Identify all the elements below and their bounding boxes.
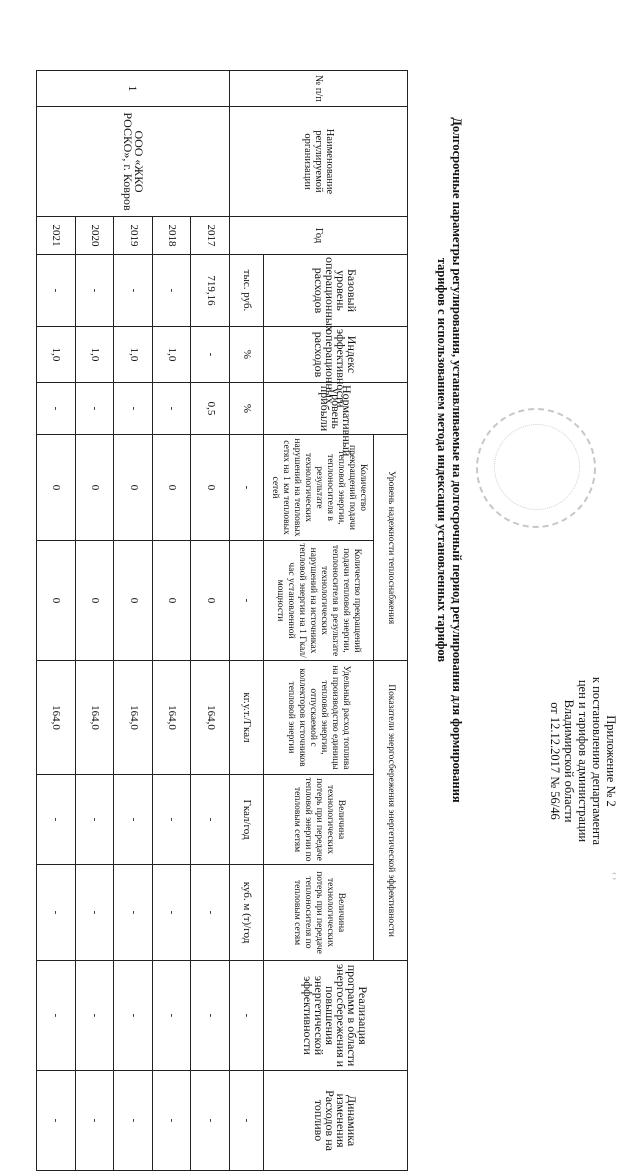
- cell-base-opex: -: [114, 255, 153, 327]
- header-num: № п/п: [230, 71, 408, 107]
- header-profit: Нормативный уровень прибыли: [264, 383, 408, 435]
- cell-year: 2019: [114, 217, 153, 255]
- appendix-line: Приложение № 2: [604, 715, 618, 807]
- table-row: [114, 71, 153, 1171]
- cell-efficiency-index: 1,0: [152, 327, 191, 383]
- cell-rel-sources: 0: [114, 541, 153, 661]
- cell-efficiency-index: 1,0: [114, 327, 153, 383]
- official-stamp: [476, 408, 596, 528]
- cell-rel-sources: 0: [75, 541, 114, 661]
- cell-carrier-loss: -: [191, 865, 230, 961]
- table-row: [75, 71, 114, 1171]
- unit-programs: -: [230, 961, 264, 1071]
- header-year: Год: [230, 217, 408, 255]
- cell-efficiency-index: 1,0: [37, 327, 76, 383]
- cell-profit: -: [75, 383, 114, 435]
- unit-fuel-dynamics: -: [230, 1071, 264, 1171]
- table-row: [37, 71, 76, 1171]
- cell-rel-network: 0: [37, 435, 76, 541]
- cell-rel-sources: 0: [152, 541, 191, 661]
- cell-rel-sources: 0: [191, 541, 230, 661]
- scan-mark: ‹ ›: [610, 872, 620, 881]
- cell-efficiency-index: -: [191, 327, 230, 383]
- unit-rel-sources: -: [230, 541, 264, 661]
- unit-fuel-rate: кг.у.т./Гкал: [230, 661, 264, 775]
- cell-rel-sources: 0: [37, 541, 76, 661]
- appendix-line: цен и тарифов администрации: [576, 679, 590, 843]
- cell-programs: -: [152, 961, 191, 1071]
- cell-fuel-rate: 164,0: [37, 661, 76, 775]
- document-title: [434, 100, 464, 820]
- unit-efficiency-index: %: [230, 327, 264, 383]
- appendix-line: Владимирской области: [562, 699, 576, 823]
- table-row: [152, 71, 191, 1171]
- cell-year: 2017: [191, 217, 230, 255]
- cell-base-opex: 719,16: [191, 255, 230, 327]
- table-row: [191, 71, 230, 1171]
- appendix-line: к постановлению департамента: [590, 676, 604, 846]
- cell-profit: 0,5: [191, 383, 230, 435]
- header-org: Наименование регулируемой организации: [230, 107, 408, 217]
- cell-rel-network: 0: [75, 435, 114, 541]
- appendix-header: [548, 646, 618, 876]
- cell-carrier-loss: -: [152, 865, 191, 961]
- cell-base-opex: -: [37, 255, 76, 327]
- cell-fuel-rate: 164,0: [75, 661, 114, 775]
- cell-year: 2018: [152, 217, 191, 255]
- header-programs: Реализация программ в области энергосбережения и повышения энергетической эффективности: [264, 961, 408, 1071]
- org-name: ООО «ЖКО РОСКО», г. Ковров: [37, 107, 230, 217]
- cell-heat-loss: -: [37, 775, 76, 865]
- cell-heat-loss: -: [114, 775, 153, 865]
- cell-carrier-loss: -: [75, 865, 114, 961]
- cell-heat-loss: -: [75, 775, 114, 865]
- cell-heat-loss: -: [191, 775, 230, 865]
- cell-fuel-dynamics: -: [114, 1071, 153, 1171]
- unit-base-opex: тыс. руб.: [230, 255, 264, 327]
- appendix-line: от 12.12.2017 № 56/46: [548, 702, 562, 820]
- title-line: тарифов с использованием метода индексации установленных тарифов: [435, 257, 449, 663]
- unit-profit: %: [230, 383, 264, 435]
- header-reliability: Уровень надежности теплоснабжения: [374, 435, 408, 661]
- cell-fuel-dynamics: -: [191, 1071, 230, 1171]
- header-fuel-rate: Удельный расход топлива на производство единицы тепловой энергии, отпускаемой с коллекторов источников тепловой энергии: [264, 661, 374, 775]
- cell-programs: -: [37, 961, 76, 1071]
- cell-efficiency-index: 1,0: [75, 327, 114, 383]
- header-rel-network: Количество прекращений подачи тепловой энергии, теплоносителя в результате технологических нарушений на тепловых сетях на 1 км тепловых сетей: [264, 435, 374, 541]
- cell-rel-network: 0: [114, 435, 153, 541]
- cell-fuel-dynamics: -: [37, 1071, 76, 1171]
- title-line: Долгосрочные параметры регулирования, устанавливаемые на долгосрочный период регулирования для формирования: [450, 117, 464, 803]
- cell-programs: -: [114, 961, 153, 1071]
- header-base-opex: Базовый уровень операционных расходов: [264, 255, 408, 327]
- cell-profit: -: [37, 383, 76, 435]
- org-number: 1: [37, 71, 230, 107]
- cell-profit: -: [152, 383, 191, 435]
- cell-base-opex: -: [75, 255, 114, 327]
- cell-year: 2021: [37, 217, 76, 255]
- cell-fuel-rate: 164,0: [191, 661, 230, 775]
- unit-rel-network: -: [230, 435, 264, 541]
- cell-rel-network: 0: [191, 435, 230, 541]
- cell-programs: -: [75, 961, 114, 1071]
- cell-programs: -: [191, 961, 230, 1071]
- header-energy-saving: Показатели энергосбережения энергетической эффективности: [374, 661, 408, 961]
- unit-heat-loss: Гкал/год: [230, 775, 264, 865]
- cell-fuel-dynamics: -: [75, 1071, 114, 1171]
- header-fuel-dynamics: Динамика изменения Расходов на топливо: [264, 1071, 408, 1171]
- cell-heat-loss: -: [152, 775, 191, 865]
- stamp-inner-ring: [494, 424, 580, 510]
- header-rel-sources: Количество прекращений подачи тепловой энергии, теплоносителя в результате технологических нарушений на источниках тепловой энергии на 1 Гкал/час установленной мощности: [264, 541, 374, 661]
- cell-carrier-loss: -: [114, 865, 153, 961]
- cell-fuel-dynamics: -: [152, 1071, 191, 1171]
- header-heat-loss: Величина технологических потерь при передаче тепловой энергии по тепловым сетям: [264, 775, 374, 865]
- parameters-table: [36, 70, 408, 1171]
- cell-fuel-rate: 164,0: [114, 661, 153, 775]
- cell-base-opex: -: [152, 255, 191, 327]
- cell-fuel-rate: 164,0: [152, 661, 191, 775]
- header-carrier-loss: Величина технологических потерь при передаче теплоносителя по тепловым сетям: [264, 865, 374, 961]
- header-efficiency-index: Индекс эффективности операционных расходов: [264, 327, 408, 383]
- cell-carrier-loss: -: [37, 865, 76, 961]
- unit-carrier-loss: куб. м (т)/год: [230, 865, 264, 961]
- cell-profit: -: [114, 383, 153, 435]
- cell-rel-network: 0: [152, 435, 191, 541]
- cell-year: 2020: [75, 217, 114, 255]
